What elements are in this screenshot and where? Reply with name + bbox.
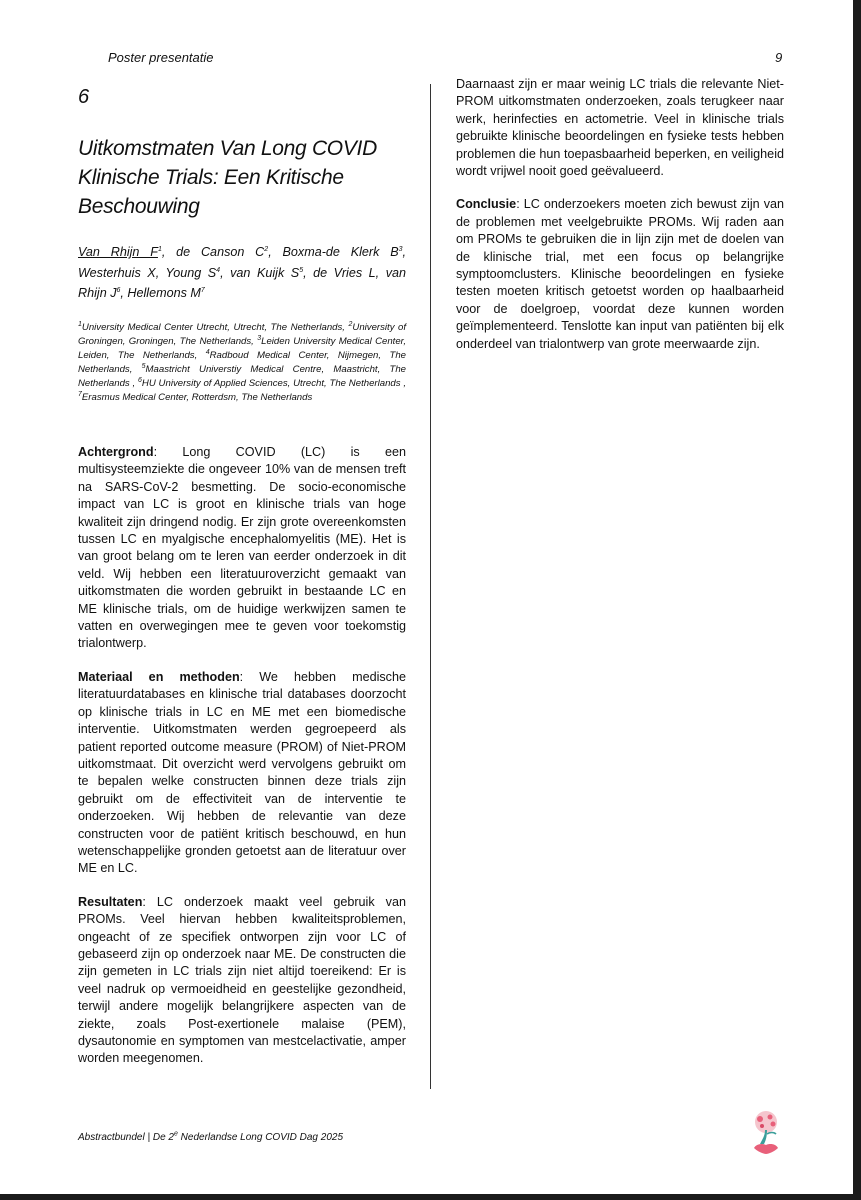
footer-sup: e [174, 1130, 178, 1138]
left-column [78, 444, 406, 1084]
author-name: Van Rhijn F [78, 245, 158, 259]
abstract-title: Uitkomstmaten Van Long COVID Klinische Trials: Een Kritische Beschouwing [78, 137, 377, 218]
conclusion-text: : LC onderzoekers moeten zich bewust zijn van de problemen met veelgebruikte PROMs. Wij raden aan om PROMs te gebruiken die in lijn zijn met de doelen van de klinische trial, met een focus op belangrijke symptoomclusters. Klinische beoordelingen en fysieke testen moeten kritisch getoetst worden op haalbaarheid voor de doelgroep, voordat deze kunnen worden geïmplementeerd. Tenslotte kan input van patiënten bij elk onderdeel van trialontwerp van grote meerwaarde zijn. [456, 197, 784, 351]
author-name: Westerhuis X, Young S [78, 265, 217, 280]
running-header-section: Poster presentatie [108, 50, 214, 65]
author-name: Boxma-de Klerk B [282, 245, 399, 259]
right-column [456, 76, 784, 369]
results-paragraph [78, 894, 406, 1068]
affiliation-list: $^1$University Medical Center Utrecht, Utrecht, The Netherlands, $^2$University of Groningen, Groningen, The Netherlands, $^3$Leiden University Medical Center, Leiden, The Netherlands, $^4$Radboud Medical Center, Nijmegen, The Netherlands, $^5$Maastricht Universtiy Medical Centre, Maastricht, The Netherlands , $^6$HU University of Applied Sciences, Utrecht, The Netherlands , $^7$Erasmus Medical Center, Rotterdsm, The Netherlands [78, 320, 407, 403]
abstract-number: 6 [78, 86, 90, 108]
results-text: : LC onderzoek maakt veel gebruik van PROMs. Veel hiervan hebben kwaliteitsproblemen, ongeacht of ze specifiek ontworpen zijn voor LC of gebaseerd zijn op onderzoek naar ME. De constructen die zijn gemeten in LC trials zijn niet altijd toereikend: Er is veel nadruk op vermoeidheid en geestelijke gezondheid, terwijl andere mogelijk belangrijkere aspecten van de ziekte, zoals Post-exertionele malaise (PEM), dysautonomie en symptomen van mestcelactivatie, amper worden meegenomen. [78, 894, 406, 1066]
results-heading: Resultaten [78, 894, 143, 909]
background-text: : Long COVID (LC) is een multisysteemziekte die ongeveer 10% van de mensen treft na SARS-CoV-2 besmetting. De socio-economische impact van LC is groot en klinische trials van hoge kwaliteit zijn dringend nodig. Er zijn grote overeenkomsten tussen LC en myalgische encephalomyelitis (ME). Het is van groot belang om te leren van eerder onderzoek in dit veld. Wij hebben een literatuuroverzicht gemaakt van uitkomstmaten die worden gebruikt in bestaande LC en ME klinische trials, om de huidige werkwijzen samen te vatten en overwegingen mee te geven voor toekomstig trialontwerp. [78, 445, 406, 651]
affiliation: University Medical Center Utrecht, Utrecht, The Netherlands, [81, 322, 345, 333]
footer-prefix: Abstractbundel | De 2 [78, 1132, 174, 1143]
methods-paragraph [78, 669, 406, 878]
conclusion-heading: Conclusie [456, 197, 517, 212]
background-paragraph [78, 444, 406, 653]
page-footer [78, 1132, 343, 1143]
background-heading: Achtergrond [78, 445, 154, 459]
column-divider [430, 84, 431, 1089]
affiliation: Leiden University Medical Center, Leiden, The Netherlands, [78, 335, 407, 361]
tree-heart-logo-icon [748, 1110, 784, 1156]
affiliation: HU University of Applied Sciences, Utrecht, The Netherlands , [141, 377, 406, 389]
affiliation: Maastricht Universtiy Medical Centre, Maastricht, The Netherlands , [78, 363, 407, 389]
methods-text: : We hebben medische literatuurdatabases en klinische trial databases doorzocht op klinische trials in LC en ME met een biomedische interventie. Uitkomstmaten werden gegroepeerd als patient reported outcome measure (PROM) of Niet-PROM uitkomstmaat. Dit overzicht werd vervolgens gebruikt om te bepalen welke constructen binnen deze trials zijn gebruikt om de effectiviteit van de interventie te onderzoeken. Wij hebben de relevantie van deze constructen voor de patiënt kritisch beschouwd, en hun wetenschappelijke gronden getoetst aan de literatuur over ME en LC. [78, 669, 406, 876]
conclusion-paragraph [456, 196, 784, 353]
affiliation: Radboud Medical Center, Nijmegen, The Netherlands, [78, 349, 406, 375]
author-name: de Vries L, van Rhijn J [78, 265, 407, 300]
affiliation: University of Groningen, Groningen, The Netherlands, [78, 322, 407, 347]
author-name: van Kuijk S [230, 265, 300, 280]
page-number: 9 [775, 50, 783, 65]
affiliation: Erasmus Medical Center, Rotterdsm, The Netherlands [81, 391, 313, 403]
author-list: Van Rhijn $F^1$, de Canson $C^2$, Boxma-de Klerk $B^3$, Westerhuis X, Young $S^4$, van Kuijk $S^5$, de Vries L, van Rhijn $J^6$, Hellemons $M^7$ [78, 245, 407, 300]
footer-suffix: Nederlandse Long COVID Dag 2025 [177, 1132, 344, 1143]
results-continued-paragraph: Daarnaast zijn er maar weinig LC trials die relevante Niet-PROM uitkomstmaten onderzoeken, zoals terugkeer naar werk, herinfecties en actometrie. Veel in klinische trials gebruikte klinische beoordelingen en fysieke tests hebben problemen die hun toepasbaarheid beperken, en veiligheid wordt vrijwel nooit goed geëvalueerd. [456, 77, 784, 179]
author-name: Hellemons M [127, 286, 201, 300]
methods-heading: Materiaal en methoden [78, 669, 240, 684]
author-name: de Canson C [176, 245, 265, 259]
